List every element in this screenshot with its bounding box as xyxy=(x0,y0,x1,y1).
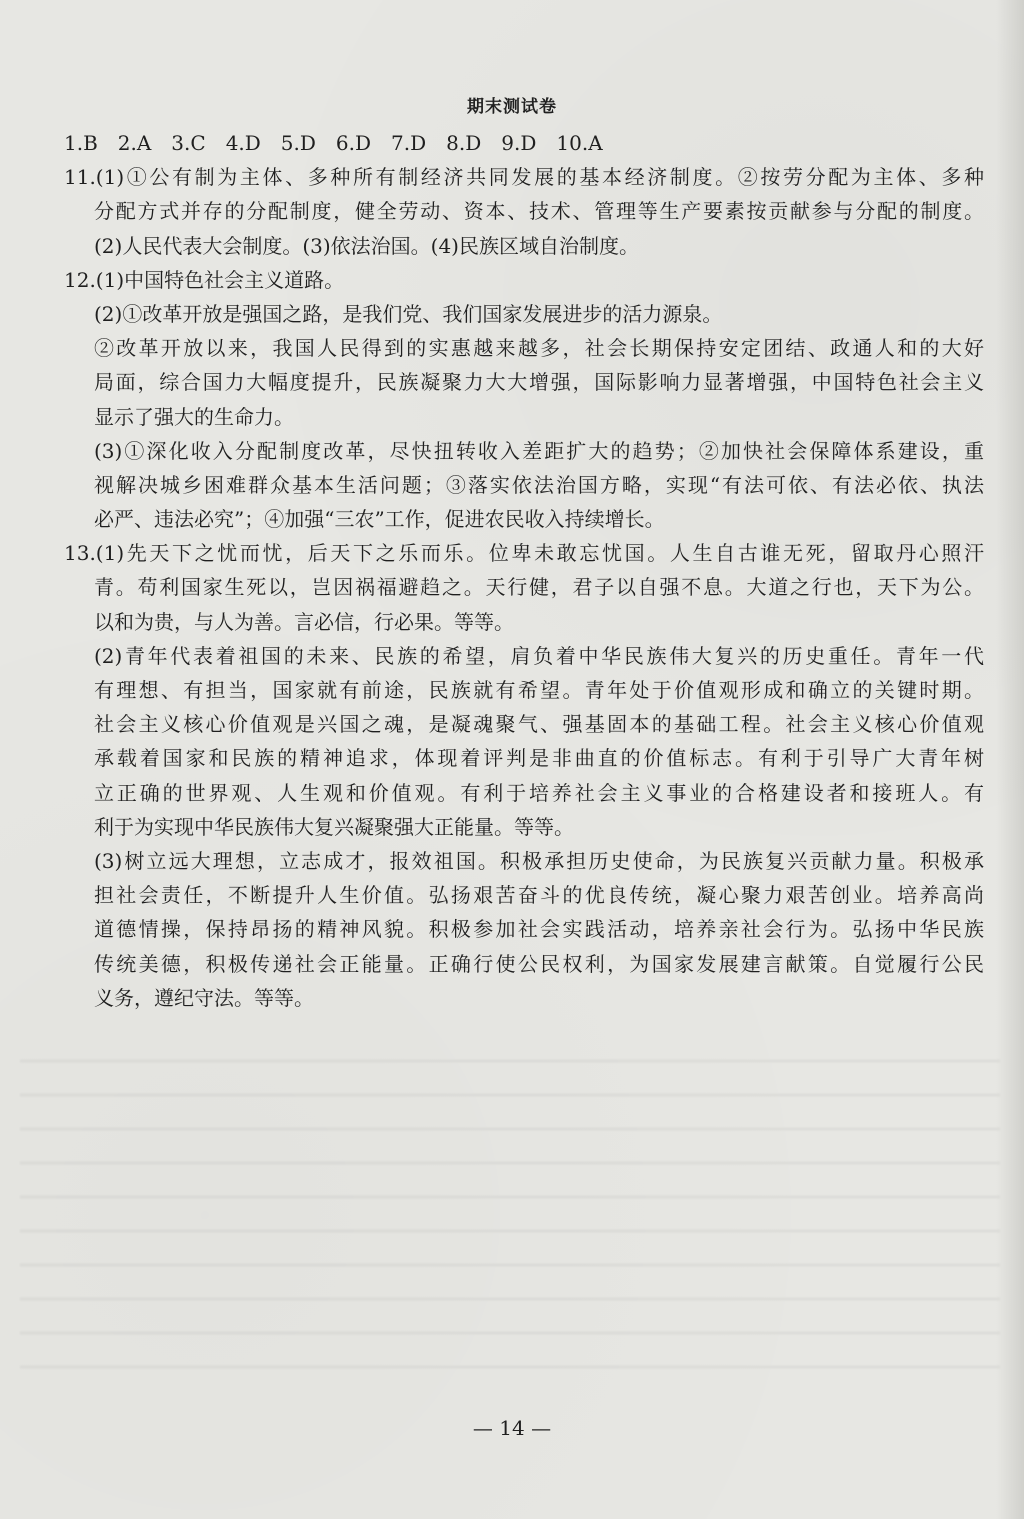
q11-line-3: (2)人民代表大会制度。(3)依法治国。(4)民族区域自治制度。 xyxy=(94,233,639,258)
answers-content xyxy=(64,126,984,1015)
answers-1-10: 1.B 2.A 3.C 4.D 5.D 6.D 7.D 8.D 9.D 10.A xyxy=(64,131,603,155)
q13-line-4: (2)青年代表着祖国的未来、民族的希望，肩负着中华民族伟大复兴的历史重任。青年一代 xyxy=(94,643,984,668)
question-12 xyxy=(64,263,984,537)
q13-line-3: 以和为贵，与人为善。言必信，行必果。等等。 xyxy=(94,609,514,634)
q12-line-7: 视解决城乡困难群众基本生活问题；③落实依法治国方略，实现“有法可依、有法必依、执法 xyxy=(94,472,984,497)
question-13 xyxy=(64,536,984,1015)
q13-line-2: 青。苟利国家生死以，岂因祸福避趋之。天行健，君子以自强不息。大道之行也，天下为公。 xyxy=(94,575,984,600)
q13-line-11: 担社会责任，不断提升人生价值。弘扬艰苦奋斗的优良传统，凝心聚力艰苦创业。培养高尚 xyxy=(94,883,984,908)
q11-line-2: 分配方式并存的分配制度，健全劳动、资本、技术、管理等生产要素按贡献参与分配的制度。 xyxy=(94,199,984,224)
q13-line-14: 义务，遵纪守法。等等。 xyxy=(94,985,314,1010)
page-edge-shadow xyxy=(996,0,1024,1519)
q12-line-6: (3)①深化收入分配制度改革，尽快扭转收入差距扩大的趋势；②加快社会保障体系建设，重 xyxy=(94,438,984,463)
q13-line-9: 利于为实现中华民族伟大复兴凝聚强大正能量。等等。 xyxy=(94,814,574,839)
q13-line-10: (3)树立远大理想，立志成才，报效祖国。积极承担历史使命，为民族复兴贡献力量。积极承 xyxy=(94,848,984,873)
q13-line-13: 传统美德，积极传递社会正能量。正确行使公民权利，为国家发展建言献策。自觉履行公民 xyxy=(94,951,984,976)
bleed-through-texture xyxy=(20,1060,1000,1380)
question-11 xyxy=(64,160,984,263)
q13-line-7: 承载着国家和民族的精神追求，体现着评判是非曲直的价值标志。有利于引导广大青年树 xyxy=(94,746,984,771)
q11-line-1: 11.(1)①公有制为主体、多种所有制经济共同发展的基本经济制度。②按劳分配为主体、多种 xyxy=(64,165,984,190)
page-title: 期末测试卷 xyxy=(467,97,557,117)
q13-line-6: 社会主义核心价值观是兴国之魂，是凝魂聚气、强基固本的基础工程。社会主义核心价值观 xyxy=(94,712,984,737)
q12-line-2: (2)①改革开放是强国之路，是我们党、我们国家发展进步的活力源泉。 xyxy=(94,301,723,326)
q12-line-3: ②改革开放以来，我国人民得到的实惠越来越多，社会长期保持安定团结、政通人和的大好 xyxy=(94,336,984,361)
q12-line-8: 必严、违法必究”；④加强“三农”工作，促进农民收入持续增长。 xyxy=(94,507,665,532)
q13-line-5: 有理想、有担当，国家就有前途，民族就有希望。青年处于价值观形成和确立的关键时期。 xyxy=(94,678,984,702)
q12-line-1: 12.(1)中国特色社会主义道路。 xyxy=(64,267,345,292)
q12-line-4: 局面，综合国力大幅度提升，民族凝聚力大大增强，国际影响力显著增强，中国特色社会主义 xyxy=(94,370,984,395)
q13-line-12: 道德情操，保持昂扬的精神风貌。积极参加社会实践活动，培养亲社会行为。弘扬中华民族 xyxy=(94,917,984,942)
q13-line-8: 立正确的世界观、人生观和价值观。有利于培养社会主义事业的合格建设者和接班人。有 xyxy=(94,780,984,805)
q12-line-5: 显示了强大的生命力。 xyxy=(94,404,294,429)
q13-line-1: 13.(1)先天下之忧而忧，后天下之乐而乐。位卑未敢忘忧国。人生自古谁无死，留取丹心照汗 xyxy=(64,541,984,566)
page-number: — 14 — xyxy=(472,1416,552,1440)
